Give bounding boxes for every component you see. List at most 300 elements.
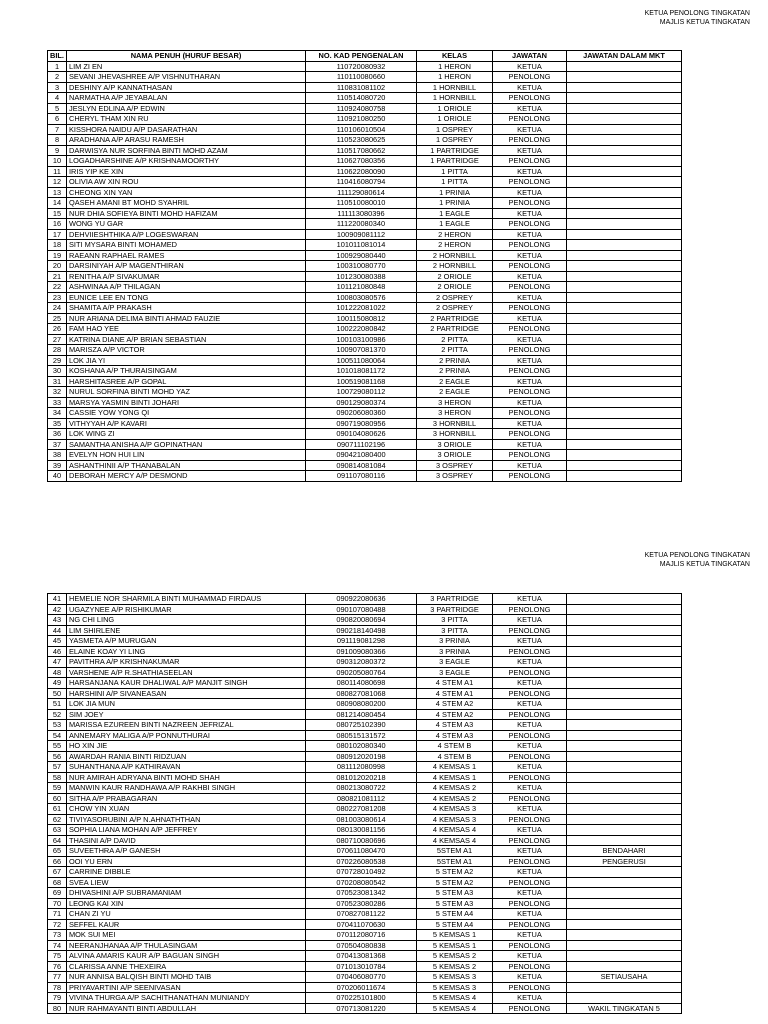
cell-bil: 13 (48, 187, 67, 198)
cell-ic: 111129080614 (306, 187, 417, 198)
cell-jawatan: PENOLONG (493, 261, 567, 272)
cell-bil: 11 (48, 166, 67, 177)
cell-nama: LOK WING ZI (67, 429, 306, 440)
cell-kelas: 4 STEM A2 (417, 709, 493, 720)
cell-kelas: 4 KEMSAS 2 (417, 793, 493, 804)
table-row (48, 636, 682, 647)
cell-bil: 68 (48, 877, 67, 888)
cell-bil: 72 (48, 919, 67, 930)
cell-nama: LOGADHARSHINE A/P KRISHNAMOORTHY (67, 156, 306, 167)
table-row (48, 187, 682, 198)
cell-jawatan: KETUA (493, 61, 567, 72)
table-row (48, 124, 682, 135)
cell-kelas: 4 KEMSAS 1 (417, 762, 493, 773)
table-row (48, 460, 682, 471)
cell-bil: 10 (48, 156, 67, 167)
cell-jawatan: KETUA (493, 909, 567, 920)
table-row (48, 387, 682, 398)
cell-jawatan-mkt (567, 709, 682, 720)
cell-jawatan: PENOLONG (493, 793, 567, 804)
cell-kelas: 2 PRINIA (417, 355, 493, 366)
cell-nama: AWARDAH RANIA BINTI RIDZUAN (67, 751, 306, 762)
cell-jawatan: PENOLONG (493, 898, 567, 909)
cell-kelas: 5 STEM A3 (417, 888, 493, 899)
cell-bil: 12 (48, 177, 67, 188)
cell-kelas: 4 KEMSAS 4 (417, 835, 493, 846)
cell-jawatan-mkt (567, 940, 682, 951)
cell-kelas: 1 EAGLE (417, 208, 493, 219)
table-row (48, 166, 682, 177)
cell-bil: 64 (48, 835, 67, 846)
header-note-bottom (645, 551, 750, 569)
table-row (48, 145, 682, 156)
cell-ic: 071013010784 (306, 961, 417, 972)
cell-ic: 110510080010 (306, 198, 417, 209)
cell-nama: ASHWINAA A/P THILAGAN (67, 282, 306, 293)
cell-jawatan: KETUA (493, 229, 567, 240)
cell-bil: 28 (48, 345, 67, 356)
cell-jawatan-mkt (567, 408, 682, 419)
cell-jawatan-mkt (567, 93, 682, 104)
cell-nama: PRIYAVARTINI A/P SEENIVASAN (67, 982, 306, 993)
cell-bil: 45 (48, 636, 67, 647)
cell-ic: 070112080716 (306, 930, 417, 941)
cell-bil: 59 (48, 783, 67, 794)
table-row (48, 667, 682, 678)
table-row (48, 793, 682, 804)
cell-ic: 090104080626 (306, 429, 417, 440)
cell-jawatan-mkt (567, 198, 682, 209)
table-row (48, 313, 682, 324)
table-row (48, 919, 682, 930)
table-row (48, 345, 682, 356)
cell-bil: 41 (48, 594, 67, 605)
cell-ic: 070713081220 (306, 1003, 417, 1014)
cell-jawatan-mkt (567, 993, 682, 1004)
cell-ic: 090421080400 (306, 450, 417, 461)
cell-jawatan: KETUA (493, 888, 567, 899)
table-row (48, 814, 682, 825)
cell-jawatan: KETUA (493, 762, 567, 773)
cell-jawatan-mkt (567, 156, 682, 167)
cell-kelas: 1 HERON (417, 61, 493, 72)
cell-jawatan: PENOLONG (493, 667, 567, 678)
cell-jawatan-mkt (567, 355, 682, 366)
table-row (48, 177, 682, 188)
cell-kelas: 5 STEM A4 (417, 919, 493, 930)
cell-jawatan-mkt (567, 387, 682, 398)
table-row (48, 961, 682, 972)
cell-jawatan-mkt (567, 898, 682, 909)
cell-kelas: 5 KEMSAS 1 (417, 940, 493, 951)
table-row (48, 61, 682, 72)
cell-jawatan: PENOLONG (493, 135, 567, 146)
cell-jawatan-mkt (567, 292, 682, 303)
table-row (48, 439, 682, 450)
cell-jawatan: PENOLONG (493, 408, 567, 419)
cell-kelas: 5 STEM A2 (417, 877, 493, 888)
cell-kelas: 1 PARTRIDGE (417, 156, 493, 167)
cell-jawatan-mkt (567, 751, 682, 762)
cell-bil: 15 (48, 208, 67, 219)
cell-kelas: 4 STEM A3 (417, 720, 493, 731)
cell-ic: 091119081298 (306, 636, 417, 647)
table-row (48, 867, 682, 878)
cell-bil: 34 (48, 408, 67, 419)
cell-bil: 46 (48, 646, 67, 657)
cell-nama: MANWIN KAUR RANDHAWA A/P RAKHBI SINGH (67, 783, 306, 794)
cell-bil: 54 (48, 730, 67, 741)
cell-jawatan: KETUA (493, 636, 567, 647)
cell-kelas: 3 HORNBILL (417, 429, 493, 440)
cell-nama: ANNEMARY MALIGA A/P PONNUTHURAI (67, 730, 306, 741)
cell-kelas: 3 OSPREY (417, 460, 493, 471)
cell-kelas: 2 ORIOLE (417, 282, 493, 293)
cell-kelas: 5 KEMSAS 3 (417, 982, 493, 993)
cell-kelas: 5 KEMSAS 3 (417, 972, 493, 983)
cell-ic: 100103100986 (306, 334, 417, 345)
cell-jawatan: KETUA (493, 187, 567, 198)
cell-ic: 070611080470 (306, 846, 417, 857)
cell-jawatan: PENOLONG (493, 324, 567, 335)
cell-kelas: 3 HERON (417, 397, 493, 408)
cell-bil: 35 (48, 418, 67, 429)
cell-jawatan-mkt (567, 187, 682, 198)
cell-jawatan-mkt (567, 909, 682, 920)
cell-jawatan-mkt (567, 825, 682, 836)
table-row (48, 114, 682, 125)
cell-ic: 080515131572 (306, 730, 417, 741)
table-row (48, 198, 682, 209)
cell-jawatan: KETUA (493, 439, 567, 450)
cell-jawatan: KETUA (493, 145, 567, 156)
header-line-1: KETUA PENOLONG TINGKATAN (644, 10, 750, 17)
cell-nama: CHOW YIN XUAN (67, 804, 306, 815)
cell-ic: 080102080340 (306, 741, 417, 752)
cell-bil: 74 (48, 940, 67, 951)
cell-bil: 22 (48, 282, 67, 293)
cell-nama: NG CHI LING (67, 615, 306, 626)
table-row (48, 366, 682, 377)
cell-jawatan-mkt (567, 208, 682, 219)
cell-ic: 110924080758 (306, 103, 417, 114)
cell-kelas: 4 STEM A2 (417, 699, 493, 710)
cell-jawatan-mkt (567, 930, 682, 941)
cell-jawatan: KETUA (493, 271, 567, 282)
cell-nama: UGAZYNEE A/P RISHIKUMAR (67, 604, 306, 615)
table-row (48, 208, 682, 219)
cell-ic: 111220080340 (306, 219, 417, 230)
cell-ic: 090820080694 (306, 615, 417, 626)
cell-jawatan-mkt (567, 418, 682, 429)
cell-ic: 070504080838 (306, 940, 417, 951)
cell-jawatan: PENOLONG (493, 471, 567, 482)
cell-bil: 20 (48, 261, 67, 272)
cell-jawatan-mkt (567, 471, 682, 482)
cell-nama: DARSINIYAH A/P MAGENTHIRAN (67, 261, 306, 272)
cell-kelas: 5 STEM A3 (417, 898, 493, 909)
cell-kelas: 4 KEMSAS 1 (417, 772, 493, 783)
cell-nama: CHAN ZI YU (67, 909, 306, 920)
header-line-1: KETUA PENOLONG TINGKATAN (644, 552, 750, 559)
cell-nama: NUR DHIA SOFIEYA BINTI MOHD HAFIZAM (67, 208, 306, 219)
cell-ic: 070728010492 (306, 867, 417, 878)
cell-ic: 110110080660 (306, 72, 417, 83)
cell-kelas: 3 ORIOLE (417, 439, 493, 450)
cell-nama: DHIVASHINI A/P SUBRAMANIAM (67, 888, 306, 899)
cell-kelas: 4 STEM A1 (417, 688, 493, 699)
cell-kelas: 1 OSPREY (417, 124, 493, 135)
cell-nama: EUNICE LEE EN TONG (67, 292, 306, 303)
cell-nama: SEVANI JHEVASHREE A/P VISHNUTHARAN (67, 72, 306, 83)
cell-bil: 48 (48, 667, 67, 678)
cell-ic: 070411070630 (306, 919, 417, 930)
cell-kelas: 5 KEMSAS 2 (417, 961, 493, 972)
cell-bil: 50 (48, 688, 67, 699)
cell-bil: 42 (48, 604, 67, 615)
cell-nama: TIVIYASORUBINI A/P N.AHNATHTHAN (67, 814, 306, 825)
cell-bil: 36 (48, 429, 67, 440)
cell-jawatan: KETUA (493, 250, 567, 261)
cell-nama: VARSHENE A/P R.SHATHIASEELAN (67, 667, 306, 678)
cell-bil: 71 (48, 909, 67, 920)
cell-jawatan-mkt (567, 814, 682, 825)
cell-jawatan: KETUA (493, 825, 567, 836)
cell-nama: OOI YU ERN (67, 856, 306, 867)
cell-nama: MOK SUI MEI (67, 930, 306, 941)
cell-kelas: 3 PARTRIDGE (417, 604, 493, 615)
cell-ic: 070413081368 (306, 951, 417, 962)
cell-nama: LIM ZI EN (67, 61, 306, 72)
cell-jawatan: KETUA (493, 783, 567, 794)
cell-jawatan: KETUA (493, 208, 567, 219)
cell-kelas: 2 PARTRIDGE (417, 324, 493, 335)
cell-ic: 100909081112 (306, 229, 417, 240)
cell-nama: CARRINE DIBBLE (67, 867, 306, 878)
cell-nama: CHERYL THAM XIN RU (67, 114, 306, 125)
cell-nama: MARISSA EZUREEN BINTI NAZREEN JEFRIZAL (67, 720, 306, 731)
table-row (48, 835, 682, 846)
cell-bil: 18 (48, 240, 67, 251)
cell-jawatan-mkt (567, 688, 682, 699)
students-table-page-2 (47, 593, 682, 1014)
table-row (48, 229, 682, 240)
cell-ic: 070523080286 (306, 898, 417, 909)
cell-jawatan: PENOLONG (493, 450, 567, 461)
cell-jawatan-mkt (567, 324, 682, 335)
cell-nama: SITHA A/P PRABAGARAN (67, 793, 306, 804)
cell-jawatan: KETUA (493, 397, 567, 408)
cell-kelas: 2 PARTRIDGE (417, 313, 493, 324)
cell-ic: 100519081168 (306, 376, 417, 387)
cell-ic: 081012020218 (306, 772, 417, 783)
cell-jawatan-mkt (567, 615, 682, 626)
cell-kelas: 2 PRINIA (417, 366, 493, 377)
cell-kelas: 2 HORNBILL (417, 250, 493, 261)
cell-jawatan-mkt (567, 376, 682, 387)
cell-nama: LIM SHIRLENE (67, 625, 306, 636)
cell-nama: NUR ANNISA BALQISH BINTI MOHD TAIB (67, 972, 306, 983)
cell-bil: 44 (48, 625, 67, 636)
cell-jawatan-mkt (567, 82, 682, 93)
cell-jawatan: PENOLONG (493, 114, 567, 125)
table-row (48, 219, 682, 230)
cell-nama: LOK JIA MUN (67, 699, 306, 710)
cell-ic: 100115080812 (306, 313, 417, 324)
cell-jawatan-mkt (567, 72, 682, 83)
cell-jawatan: KETUA (493, 124, 567, 135)
cell-bil: 33 (48, 397, 67, 408)
cell-jawatan-mkt (567, 103, 682, 114)
cell-jawatan-mkt (567, 124, 682, 135)
table-row (48, 951, 682, 962)
col-header-bil: BIL. (48, 51, 67, 62)
cell-jawatan-mkt (567, 783, 682, 794)
cell-bil: 30 (48, 366, 67, 377)
cell-jawatan: PENOLONG (493, 856, 567, 867)
cell-ic: 090107080488 (306, 604, 417, 615)
cell-kelas: 1 OSPREY (417, 135, 493, 146)
table-row (48, 741, 682, 752)
cell-nama: OLIVIA AW XIN ROU (67, 177, 306, 188)
cell-nama: SVEA LIEW (67, 877, 306, 888)
cell-nama: CHEONG XIN YAN (67, 187, 306, 198)
cell-kelas: 5 KEMSAS 2 (417, 951, 493, 962)
cell-jawatan-mkt (567, 460, 682, 471)
cell-ic: 110720080932 (306, 61, 417, 72)
cell-nama: NUR RAHMAYANTI BINTI ABDULLAH (67, 1003, 306, 1014)
cell-jawatan: KETUA (493, 82, 567, 93)
cell-jawatan-mkt: PENGERUSI (567, 856, 682, 867)
table-row (48, 720, 682, 731)
table-row (48, 657, 682, 668)
cell-kelas: 4 KEMSAS 3 (417, 804, 493, 815)
cell-kelas: 2 HERON (417, 229, 493, 240)
cell-nama: SUHANTHANA A/P KATHIRAVAN (67, 762, 306, 773)
cell-jawatan-mkt (567, 366, 682, 377)
cell-jawatan-mkt (567, 135, 682, 146)
cell-nama: HO XIN JIE (67, 741, 306, 752)
cell-jawatan: KETUA (493, 460, 567, 471)
cell-jawatan-mkt: BENDAHARI (567, 846, 682, 857)
cell-ic: 070225101800 (306, 993, 417, 1004)
table-row (48, 930, 682, 941)
cell-bil: 31 (48, 376, 67, 387)
table-row (48, 376, 682, 387)
cell-ic: 110921080250 (306, 114, 417, 125)
cell-nama: NUR AMIRAH ADRYANA BINTI MOHD SHAH (67, 772, 306, 783)
cell-jawatan-mkt (567, 604, 682, 615)
cell-jawatan-mkt (567, 145, 682, 156)
cell-bil: 47 (48, 657, 67, 668)
cell-ic: 070206011674 (306, 982, 417, 993)
cell-jawatan-mkt: WAKIL TINGKATAN 5 (567, 1003, 682, 1014)
cell-jawatan-mkt (567, 982, 682, 993)
cell-jawatan-mkt (567, 450, 682, 461)
cell-jawatan-mkt (567, 867, 682, 878)
cell-ic: 110106010504 (306, 124, 417, 135)
col-header-nama: NAMA PENUH (HURUF BESAR) (67, 51, 306, 62)
cell-kelas: 3 EAGLE (417, 667, 493, 678)
cell-jawatan: PENOLONG (493, 919, 567, 930)
cell-bil: 80 (48, 1003, 67, 1014)
cell-jawatan-mkt (567, 951, 682, 962)
cell-bil: 21 (48, 271, 67, 282)
cell-nama: VIVINA THURGA A/P SACHITHANATHAN MUNIANDY (67, 993, 306, 1004)
cell-kelas: 3 PITTA (417, 625, 493, 636)
cell-ic: 110831081102 (306, 82, 417, 93)
cell-nama: NURUL SORFINA BINTI MOHD YAZ (67, 387, 306, 398)
cell-nama: RAEANN RAPHAEL RAMES (67, 250, 306, 261)
cell-jawatan-mkt (567, 646, 682, 657)
cell-jawatan-mkt (567, 313, 682, 324)
cell-ic: 090129080374 (306, 397, 417, 408)
cell-nama: ASHANTHINII A/P THANABALAN (67, 460, 306, 471)
header-line-2: MAJLIS KETUA TINGKATAN (659, 19, 750, 26)
cell-bil: 17 (48, 229, 67, 240)
table-row (48, 156, 682, 167)
table-row (48, 240, 682, 251)
cell-jawatan-mkt (567, 919, 682, 930)
col-header-jawatan: JAWATAN (493, 51, 567, 62)
cell-jawatan: PENOLONG (493, 72, 567, 83)
cell-jawatan: PENOLONG (493, 940, 567, 951)
cell-jawatan: PENOLONG (493, 835, 567, 846)
cell-jawatan: PENOLONG (493, 604, 567, 615)
table-row (48, 940, 682, 951)
cell-jawatan: PENOLONG (493, 646, 567, 657)
cell-jawatan: KETUA (493, 292, 567, 303)
cell-kelas: 3 HORNBILL (417, 418, 493, 429)
cell-jawatan-mkt (567, 61, 682, 72)
cell-ic: 070406080770 (306, 972, 417, 983)
cell-jawatan: KETUA (493, 166, 567, 177)
table-row (48, 709, 682, 720)
cell-nama: CLARISSA ANNE THEXEIRA (67, 961, 306, 972)
cell-ic: 110622080090 (306, 166, 417, 177)
cell-kelas: 5 KEMSAS 4 (417, 993, 493, 1004)
cell-bil: 6 (48, 114, 67, 125)
cell-bil: 27 (48, 334, 67, 345)
table-row (48, 825, 682, 836)
cell-ic: 101011081014 (306, 240, 417, 251)
cell-bil: 77 (48, 972, 67, 983)
cell-jawatan-mkt (567, 657, 682, 668)
cell-bil: 23 (48, 292, 67, 303)
cell-nama: SAMANTHA ANISHA A/P GOPINATHAN (67, 439, 306, 450)
cell-jawatan: PENOLONG (493, 877, 567, 888)
cell-ic: 080114080698 (306, 678, 417, 689)
table-row (48, 909, 682, 920)
cell-nama: DESHINY A/P KANNATHASAN (67, 82, 306, 93)
cell-jawatan: PENOLONG (493, 688, 567, 699)
cell-bil: 73 (48, 930, 67, 941)
cell-jawatan: KETUA (493, 993, 567, 1004)
cell-nama: SITI MYSARA BINTI MOHAMED (67, 240, 306, 251)
cell-jawatan: PENOLONG (493, 303, 567, 314)
cell-jawatan: KETUA (493, 804, 567, 815)
cell-nama: VITHYYAH A/P KAVARI (67, 418, 306, 429)
cell-kelas: 5 KEMSAS 1 (417, 930, 493, 941)
cell-bil: 63 (48, 825, 67, 836)
cell-nama: MARSYA YASMIN BINTI JOHARI (67, 397, 306, 408)
cell-nama: HARSANJANA KAUR DHALIWAL A/P MANJIT SINGH (67, 678, 306, 689)
cell-bil: 53 (48, 720, 67, 731)
cell-ic: 070226080538 (306, 856, 417, 867)
cell-jawatan: KETUA (493, 846, 567, 857)
cell-bil: 66 (48, 856, 67, 867)
cell-kelas: 3 OSPREY (417, 471, 493, 482)
